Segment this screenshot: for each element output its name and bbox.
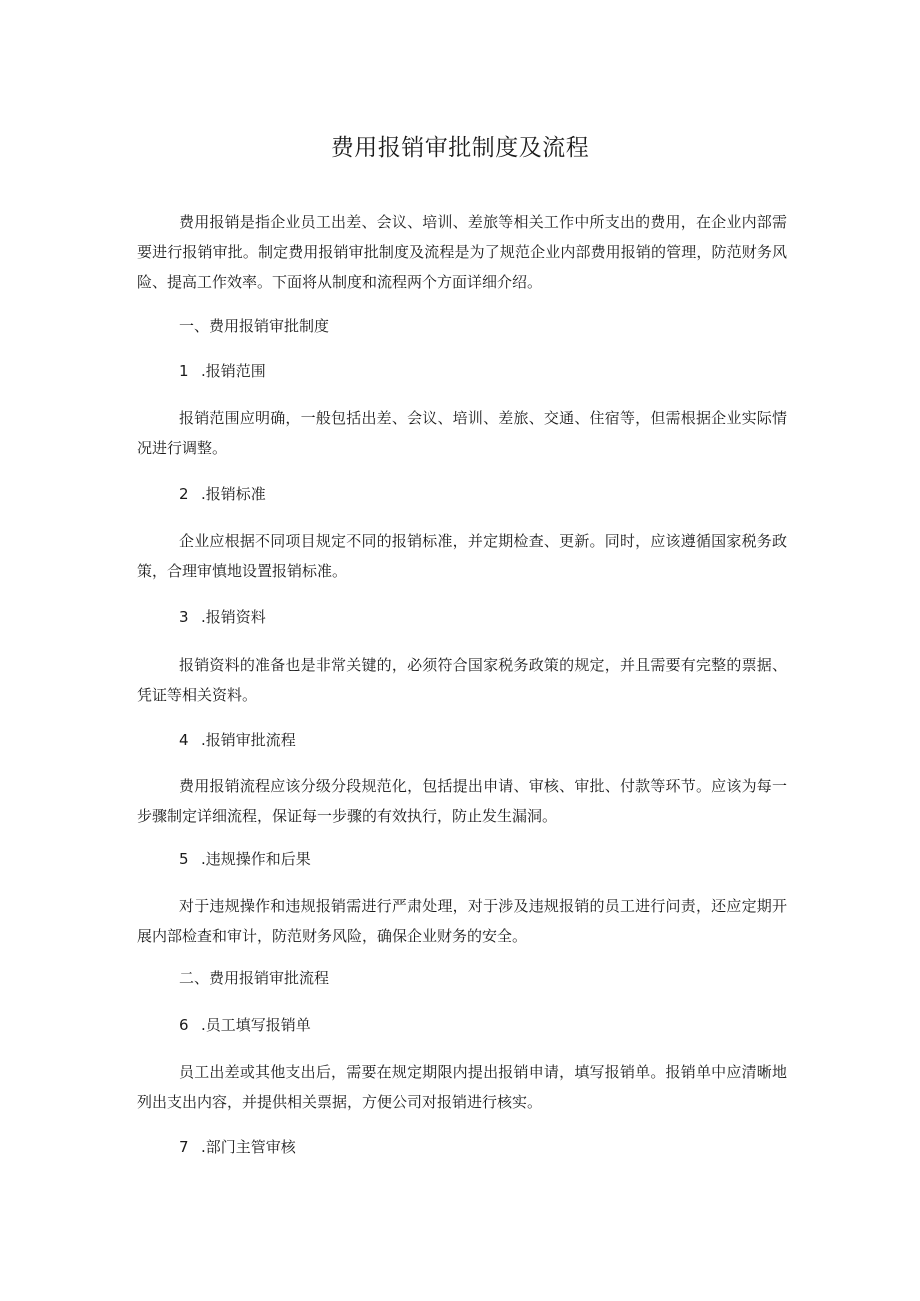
item-label: .报销标准 — [201, 485, 266, 503]
item-heading-4 — [179, 725, 296, 755]
item-label: .报销资料 — [201, 608, 266, 626]
item-label: .部门主管审核 — [201, 1138, 296, 1156]
item-number: 7 — [179, 1138, 189, 1156]
item-body-2: 企业应根据不同项目规定不同的报销标准，并定期检查、更新。同时，应该遵循国家税务政策，合理审慎地设置报销标准。 — [137, 532, 787, 580]
item-number: 6 — [179, 1016, 189, 1034]
item-heading-1 — [179, 356, 266, 386]
document-title: 费用报销审批制度及流程 — [330, 135, 590, 161]
item-number: 1 — [179, 362, 189, 380]
item-heading-5 — [179, 844, 311, 874]
item-body-4: 费用报销流程应该分级分段规范化，包括提出申请、审核、审批、付款等环节。应该为每一步骤制定详细流程，保证每一步骤的有效执行，防止发生漏洞。 — [137, 777, 787, 825]
section-heading-process: 二、费用报销审批流程 — [179, 969, 330, 987]
item-heading-7 — [179, 1132, 296, 1162]
item-label: .报销范围 — [201, 362, 266, 380]
item-heading-6 — [179, 1010, 311, 1040]
item-heading-2 — [179, 479, 266, 509]
item-heading-3 — [179, 602, 266, 632]
item-label: .员工填写报销单 — [201, 1016, 311, 1034]
item-body-6: 员工出差或其他支出后，需要在规定期限内提出报销申请，填写报销单。报销单中应清晰地列出支出内容，并提供相关票据，方便公司对报销进行核实。 — [137, 1063, 787, 1111]
item-number: 2 — [179, 485, 189, 503]
item-number: 5 — [179, 850, 189, 868]
item-number: 4 — [179, 731, 189, 749]
item-label: .违规操作和后果 — [201, 850, 311, 868]
item-body-1: 报销范围应明确，一般包括出差、会议、培训、差旅、交通、住宿等，但需根据企业实际情况进行调整。 — [137, 409, 787, 457]
item-body-5: 对于违规操作和违规报销需进行严肃处理，对于涉及违规报销的员工进行问责，还应定期开展内部检查和审计，防范财务风险，确保企业财务的安全。 — [137, 897, 787, 945]
section-heading-system: 一、费用报销审批制度 — [179, 317, 330, 335]
item-label: .报销审批流程 — [201, 731, 296, 749]
intro-paragraph: 费用报销是指企业员工出差、会议、培训、差旅等相关工作中所支出的费用，在企业内部需要进行报销审批。制定费用报销审批制度及流程是为了规范企业内部费用报销的管理，防范财务风险、提高工作效率。下面将从制度和流程两个方面详细介绍。 — [137, 213, 787, 291]
item-body-3: 报销资料的准备也是非常关键的，必须符合国家税务政策的规定，并且需要有完整的票据、凭证等相关资料。 — [137, 656, 787, 704]
item-number: 3 — [179, 608, 189, 626]
